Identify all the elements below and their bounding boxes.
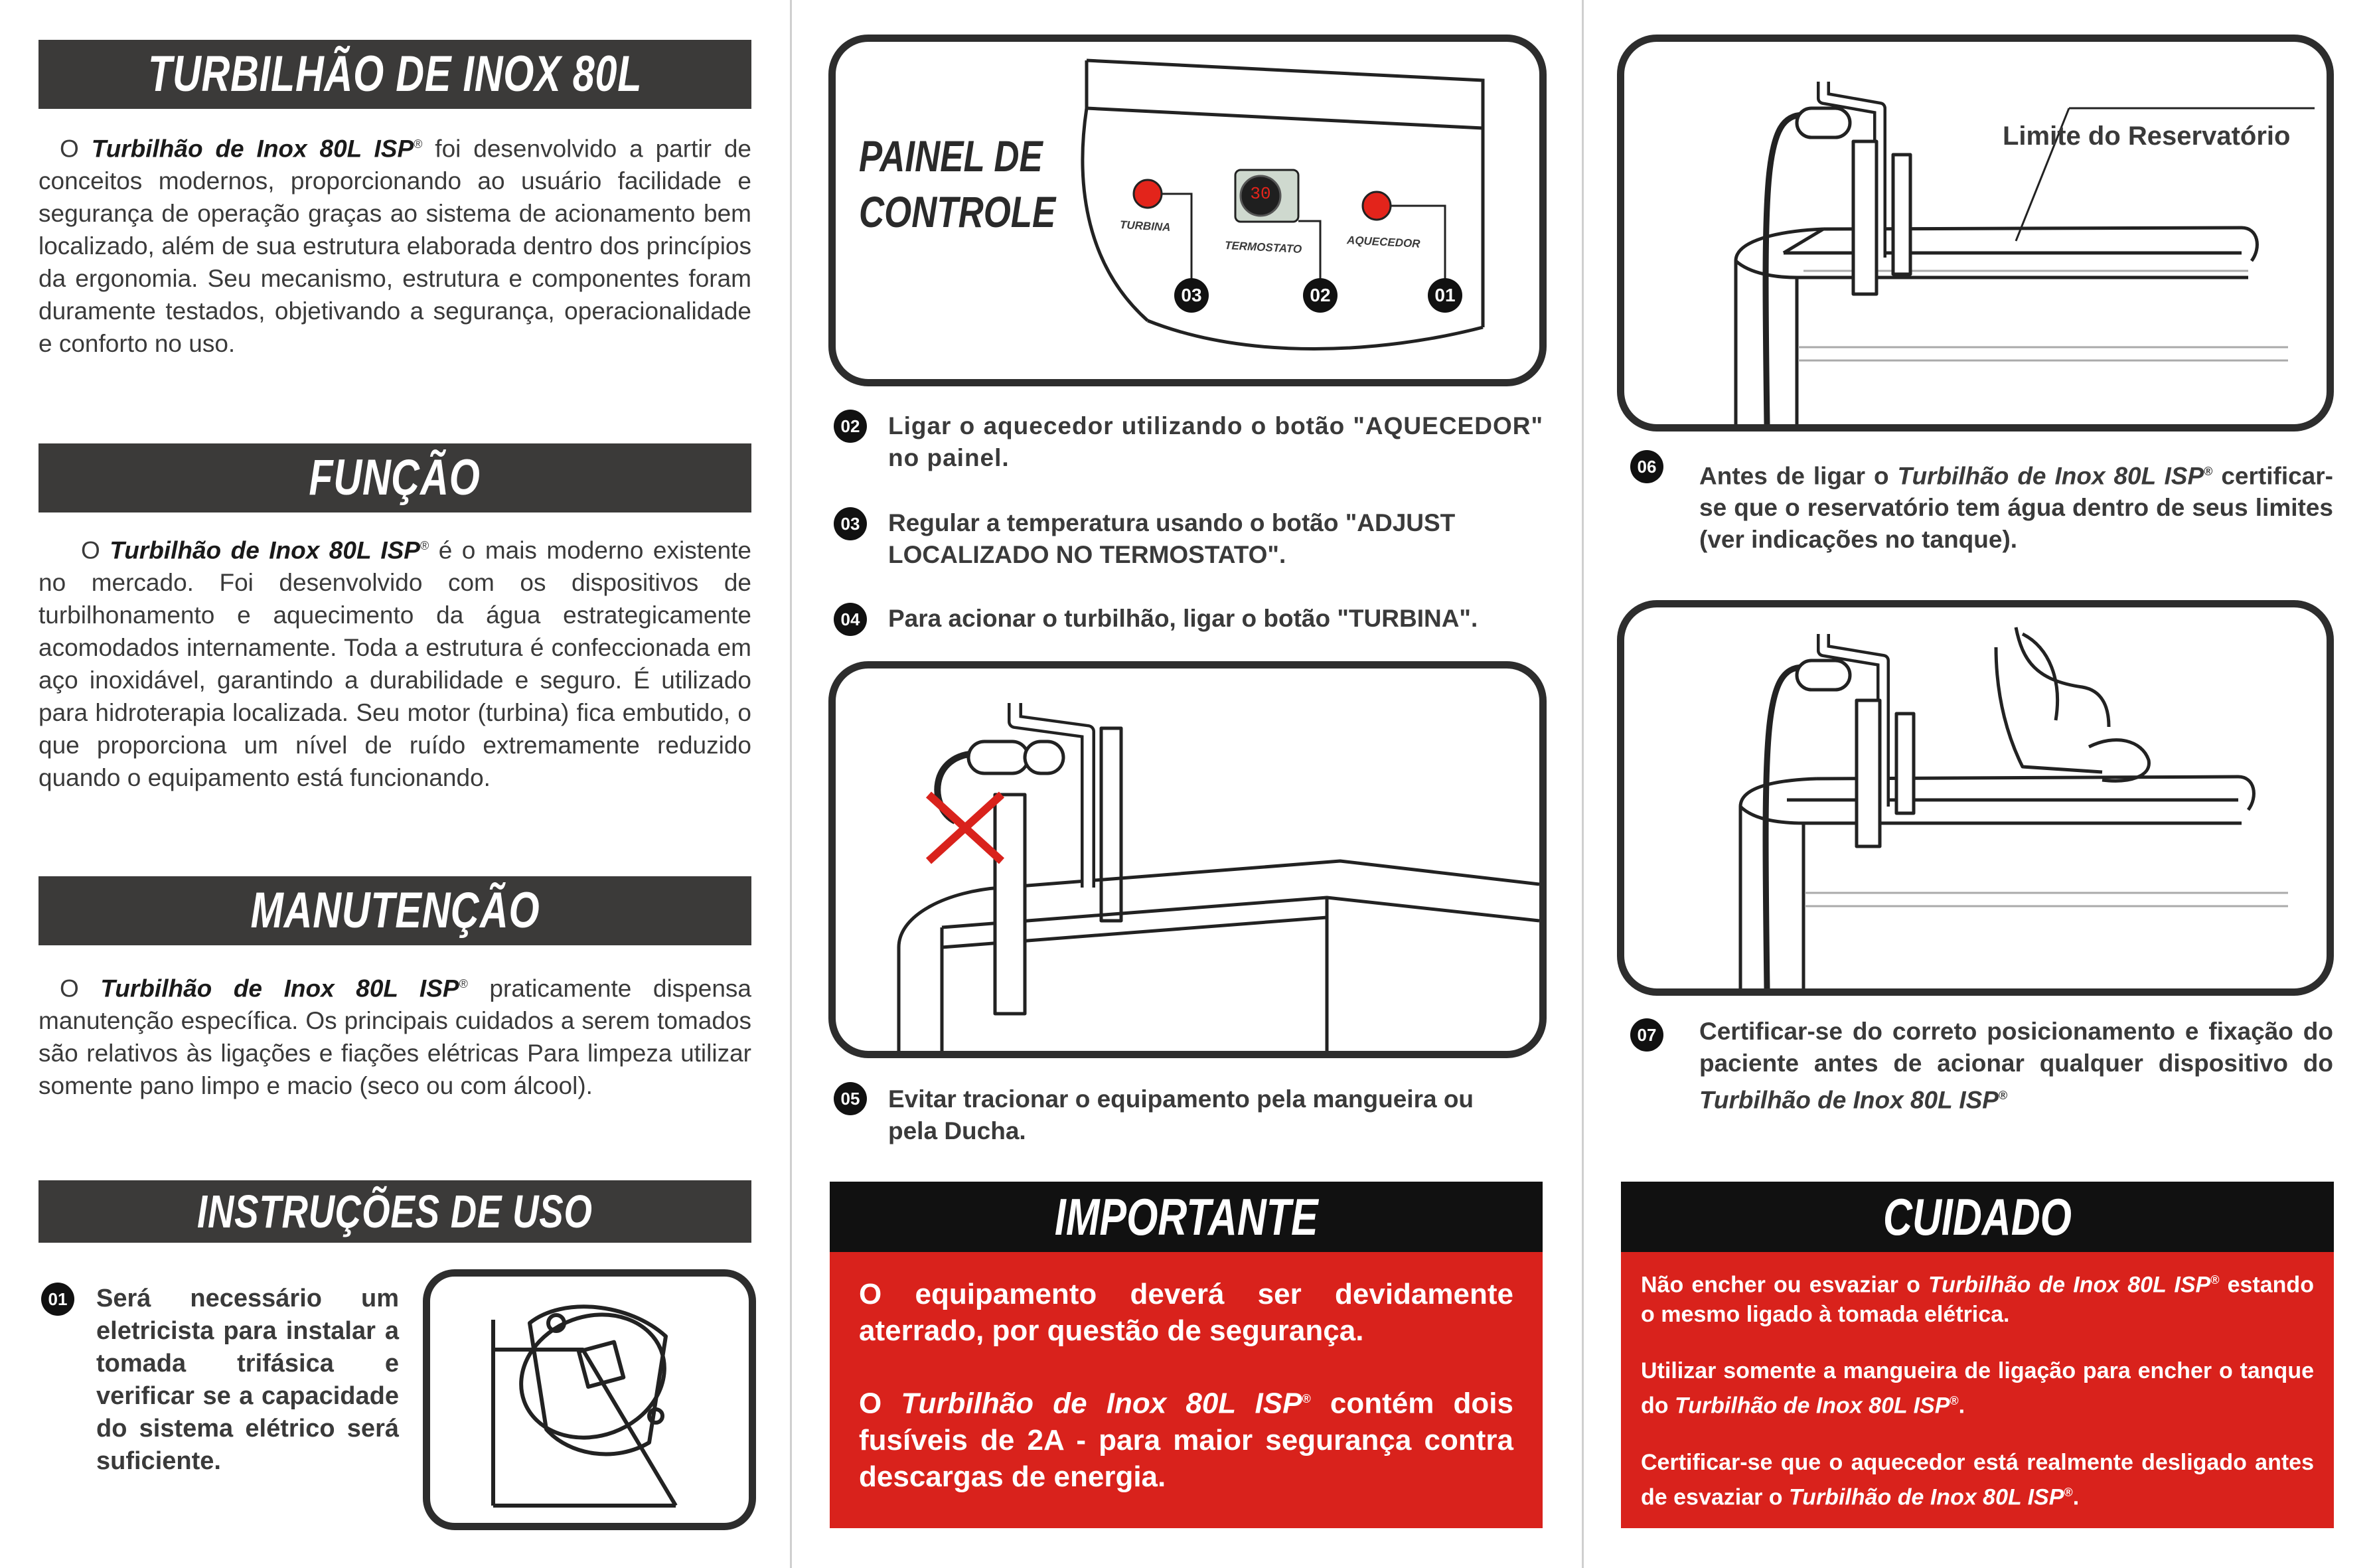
step-06-badge: 06 xyxy=(1630,450,1663,483)
cuidado-header: CUIDADO xyxy=(1621,1182,2334,1252)
product-name: Turbilhão de Inox 80L ISP xyxy=(1897,462,2204,490)
reservoir-limit-label: Limite do Reservatório xyxy=(2003,121,2291,151)
title-header xyxy=(38,40,751,109)
funcao-header: FUNÇÃO xyxy=(38,443,751,512)
patient-position-illustration xyxy=(1624,607,2327,988)
label-turbina: TURBINA xyxy=(1119,218,1171,234)
product-name: Turbilhão de Inox 80L ISP xyxy=(1928,1272,2211,1298)
label-termostato: TERMOSTATO xyxy=(1224,238,1302,256)
important-paragraph-1: O equipamento deverá ser devidamente aterrado, por questão de segurança. xyxy=(859,1278,1513,1347)
important-paragraph-2: O Turbilhão de Inox 80L ISP® contém dois fusíveis de 2A - para maior segurança contra descargas de energia. xyxy=(859,1387,1513,1493)
product-name: Turbilhão de Inox 80L ISP xyxy=(110,536,420,564)
control-panel-box xyxy=(828,35,1547,386)
patient-position-illustration-box xyxy=(1617,600,2334,996)
column-divider-right xyxy=(1582,0,1584,1568)
callout-01: 01 xyxy=(1434,285,1456,305)
product-name: Turbilhão de Inox 80L ISP xyxy=(91,135,414,163)
manutencao-header: MANUTENÇÃO xyxy=(38,876,751,945)
instrucoes-header: INSTRUÇÕES DE USO xyxy=(38,1180,751,1243)
funcao-paragraph: O Turbilhão de Inox 80L ISP® é o mais moderno existente no mercado. Foi desenvolvido com os dispositivos de turbilhonamento e aquecimento da água estrategicamente acomodados internamente. Toda a estrutura é confeccionada em aço inoxidável, garantindo a durabilidade e seguro. É utilizado para hidroterapia localizada. Seu motor (turbina) fica embutido, o que proporciona um nível de ruído extremamente reduzido quando o equipamento está funcionando. xyxy=(38,536,751,792)
step-07-text: Certificar-se do correto posicionamento e fixação do paciente antes de acionar qualquer dispositivo do Turbilhão de Inox 80L ISP® xyxy=(1699,1018,2333,1114)
step-01-badge: 01 xyxy=(41,1283,74,1316)
socket-illustration-box xyxy=(423,1269,756,1530)
cuidado-paragraph-2: Utilizar somente a mangueira de ligação para encher o tanque do Turbilhão de Inox 80L ISP®. xyxy=(1641,1358,2314,1419)
step-03-badge: 03 xyxy=(834,507,867,540)
step-04-text: Para acionar o turbilhão, ligar o botão "TURBINA". xyxy=(888,605,1478,632)
reservoir-limit-illustration xyxy=(1624,42,2327,424)
product-name: Turbilhão de Inox 80L ISP xyxy=(1699,1086,1999,1114)
thermostat-display-value: 30 xyxy=(1250,184,1271,204)
socket-illustration xyxy=(430,1277,749,1523)
important-box xyxy=(830,1252,1543,1528)
step-06-text: Antes de ligar o Turbilhão de Inox 80L ISP® certificar-se que o reservatório tem água dentro de seus limites (ver indicações no tanque). xyxy=(1699,462,2333,554)
step-05-text: Evitar tracionar o equipamento pela mangueira ou pela Ducha. xyxy=(888,1085,1474,1144)
callout-03: 03 xyxy=(1181,285,1202,305)
step-07-badge: 07 xyxy=(1630,1018,1663,1052)
hose-warning-illustration-box xyxy=(828,661,1547,1058)
intro-paragraph: O Turbilhão de Inox 80L ISP® foi desenvolvido a partir de conceitos modernos, proporcionando ao usuário facilidade e segurança de operação graças ao sistema de acionamento bem localizado, além de sua estrutura elaborada dentro dos princípios da ergonomia. Seu mecanismo, estrutura e componentes foram duramente testados, objetivando a segurança, operacionalidade e conforto no uso. xyxy=(38,135,751,358)
step-01-text: Será necessário um eletricista para instalar a tomada trifásica e verificar se a capacidade do sistema elétrico será suficiente. xyxy=(96,1285,399,1475)
step-02-text: Ligar o aquecedor utilizando o botão "AQUECEDOR" no painel. xyxy=(888,412,1543,471)
label-aquecedor: AQUECEDOR xyxy=(1346,234,1420,250)
product-name: Turbilhão de Inox 80L ISP xyxy=(1674,1393,1950,1419)
reservoir-limit-illustration-box xyxy=(1617,35,2334,431)
product-name: Turbilhão de Inox 80L ISP xyxy=(1789,1484,2064,1510)
cuidado-paragraph-3: Certificar-se que o aquecedor está realmente desligado antes de esvaziar o Turbilhão de Inox 80L ISP®. xyxy=(1641,1449,2314,1510)
step-04-badge: 04 xyxy=(834,603,867,636)
callout-02: 02 xyxy=(1310,285,1331,305)
hose-warning-illustration xyxy=(836,668,1539,1051)
cuidado-paragraph-1: Não encher ou esvaziar o Turbilhão de Inox 80L ISP® estando o mesmo ligado à tomada elétrica. xyxy=(1641,1272,2314,1328)
product-name: Turbilhão de Inox 80L ISP xyxy=(901,1387,1302,1420)
step-05-badge: 05 xyxy=(834,1082,867,1115)
product-name: Turbilhão de Inox 80L ISP xyxy=(100,975,459,1002)
manutencao-paragraph: O Turbilhão de Inox 80L ISP® praticamente dispensa manutenção específica. Os principais cuidados a serem tomados são relativos às ligações e fiações elétricas Para limpeza utilizar somente pano limpo e macio (seco ou com álcool). xyxy=(38,975,751,1100)
important-header: IMPORTANTE xyxy=(830,1182,1543,1252)
column-divider-left xyxy=(790,0,792,1568)
step-02-badge: 02 xyxy=(834,410,867,443)
title-text: TURBILHÃO DE INOX 80L xyxy=(147,46,643,102)
step-03-text: Regular a temperatura usando o botão "ADJUST LOCALIZADO NO TERMOSTATO". xyxy=(888,509,1456,568)
panel-title: PAINEL DE CONTROLE xyxy=(859,131,1056,236)
cuidado-box xyxy=(1621,1252,2334,1528)
